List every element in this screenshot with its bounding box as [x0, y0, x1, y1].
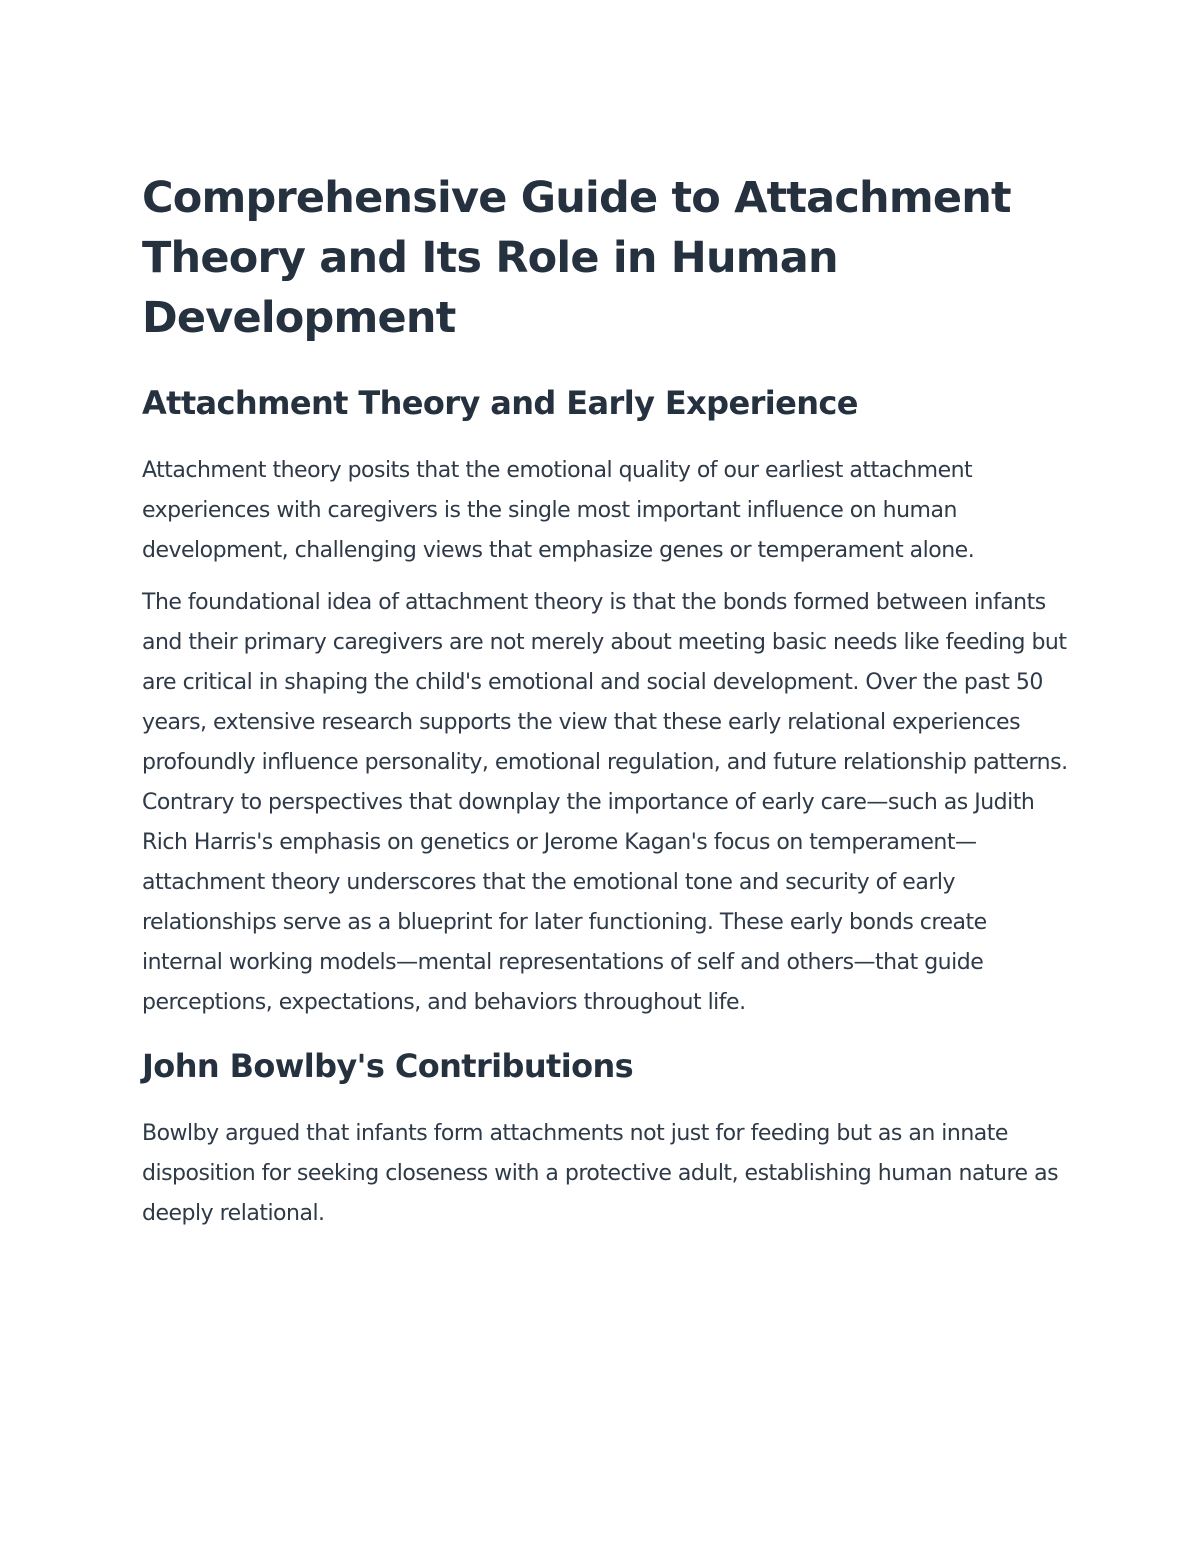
paragraph-bowlby-summary: Bowlby argued that infants form attachments not just for feeding but as an innate disposition for seeking closeness with a protective adult, establishing human nature as deeply relational. — [142, 1121, 1059, 1226]
paragraph-attachment-foundation: The foundational idea of attachment theory is that the bonds formed between infants and their primary caregivers are not merely about meeting basic needs like feeding but are critical in shaping the child's emotional and social development. Over the past 50 years, extensive research supports the view that these early relational experiences profoundly influence personality, emotional regulation, and future relationship patterns. Contrary to perspectives that downplay the importance of early care—such as Judith Rich Harris's emphasis on genetics or Jerome Kagan's focus on temperament—attachment theory underscores that the emotional tone and security of early relationships serve as a blueprint for later functioning. These early bonds create internal working models—mental representations of self and others—that guide perceptions, expectations, and behaviors throughout life. — [142, 590, 1068, 1015]
document-title: Comprehensive Guide to Attachment Theory and Its Role in Human Development — [142, 173, 1011, 343]
paragraph-attachment-summary: Attachment theory posits that the emotional quality of our earliest attachment experiences with caregivers is the single most important influence on human development, challenging views that emphasize genes or temperament alone. — [142, 458, 975, 563]
document-page — [142, 168, 1072, 1234]
section-heading-bowlby: John Bowlby's Contributions — [142, 1047, 634, 1085]
section-heading-attachment-theory: Attachment Theory and Early Experience — [142, 384, 858, 422]
